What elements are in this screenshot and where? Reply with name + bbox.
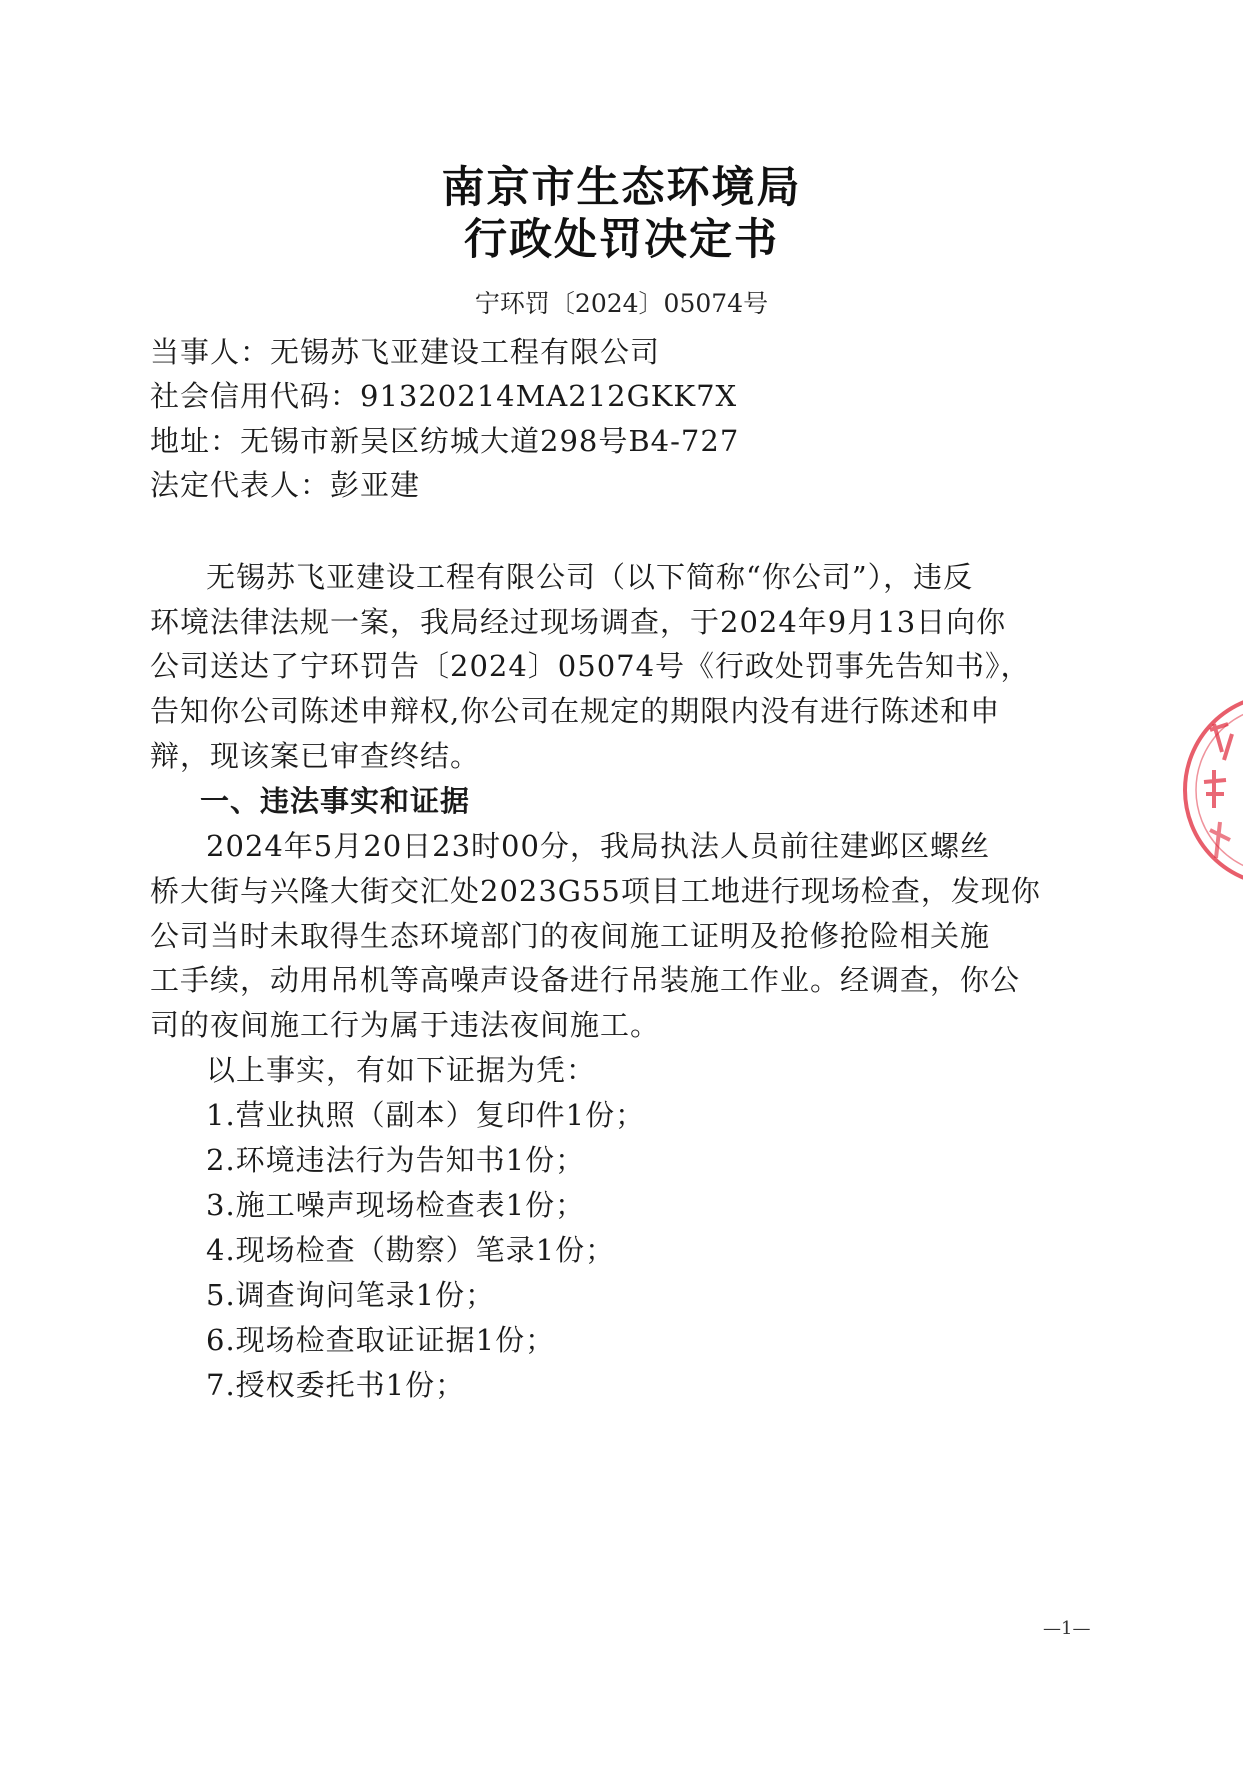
fact-line: 工手续，动用吊机等高噪声设备进行吊装施工作业。经调查，你公 [150, 963, 1021, 997]
section-heading: 一、违法事实和证据 [200, 784, 471, 818]
doc-number: 宁环罚〔2024〕05074号 [474, 289, 769, 318]
address: 地址：无锡市新吴区纺城大道298号B4-727 [150, 424, 740, 458]
doc-title-line1: 南京市生态环境局 [441, 163, 802, 213]
intro-line: 环境法律法规一案，我局经过现场调查，于2024年9月13日向你 [150, 605, 1007, 639]
fact-line: 桥大街与兴隆大街交汇处2023G55项目工地进行现场检查，发现你 [150, 874, 1041, 908]
evidence-intro: 以上事实，有如下证据为凭： [206, 1053, 597, 1087]
evidence-item: 2.环境违法行为告知书1份； [206, 1143, 586, 1177]
legal-representative: 法定代表人：彭亚建 [150, 468, 421, 502]
official-seal-icon [1170, 690, 1243, 890]
intro-line: 公司送达了宁环罚告〔2024〕05074号《行政处罚事先告知书》， [150, 649, 1031, 683]
evidence-item: 3.施工噪声现场检查表1份； [206, 1188, 586, 1222]
evidence-item: 6.现场检查取证证据1份； [206, 1323, 556, 1357]
evidence-item: 7.授权委托书1份； [206, 1368, 466, 1402]
intro-line: 告知你公司陈述申辩权,你公司在规定的期限内没有进行陈述和申 [150, 694, 1001, 728]
intro-line: 无锡苏飞亚建设工程有限公司（以下简称“你公司”），违反 [206, 560, 974, 594]
doc-title-line2: 行政处罚决定书 [464, 215, 779, 265]
evidence-item: 5.调查询问笔录1份； [206, 1278, 496, 1312]
fact-line: 公司当时未取得生态环境部门的夜间施工证明及抢修抢险相关施 [150, 919, 991, 953]
page-number: —1— [1043, 1618, 1091, 1639]
credit-code: 社会信用代码：91320214MA212GKK7X [150, 379, 738, 413]
evidence-item: 1.营业执照（副本）复印件1份； [206, 1098, 646, 1132]
intro-line: 辩，现该案已审查终结。 [150, 739, 481, 773]
evidence-item: 4.现场检查（勘察）笔录1份； [206, 1233, 616, 1267]
party-name: 当事人：无锡苏飞亚建设工程有限公司 [150, 335, 661, 369]
fact-line: 2024年5月20日23时00分，我局执法人员前往建邺区螺丝 [206, 829, 990, 863]
fact-line: 司的夜间施工行为属于违法夜间施工。 [150, 1008, 661, 1042]
